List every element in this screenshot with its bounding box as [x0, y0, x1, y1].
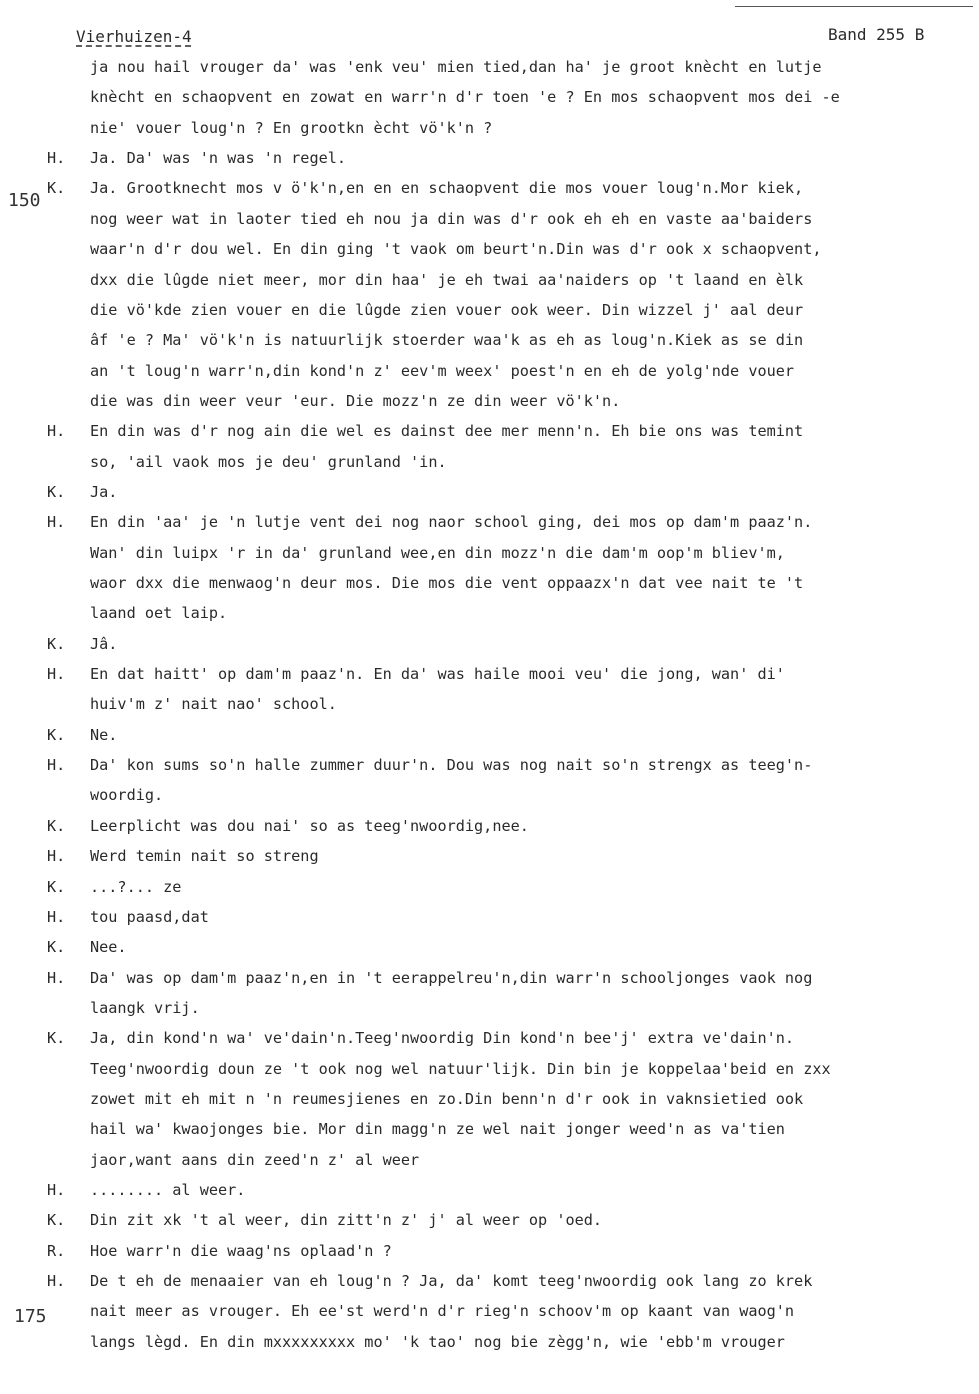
line-text: âf 'e ? Ma' vö'k'n is natuurlijk stoerder waa'k as eh as loug'n.Kiek as se din: [90, 331, 804, 350]
transcript-line: [0, 361, 979, 383]
speaker-label: K.: [47, 1211, 66, 1230]
line-text: Teeg'nwoordig doun ze 't ook nog wel natuur'lijk. Din bin je koppelaa'beid en zxx: [90, 1059, 831, 1078]
line-text: laand oet laip.: [90, 604, 228, 623]
speaker-label: K.: [47, 725, 66, 744]
speaker-label: H.: [47, 1272, 66, 1290]
header-band: Band 255 B: [828, 25, 925, 44]
line-text: waor dxx die menwaog'n deur mos. Die mos die vent oppaazx'n dat vee nait te 't: [90, 574, 804, 592]
transcript-line: [0, 1028, 979, 1050]
line-text: Da' kon sums so'n halle zummer duur'n. Dou was nog nait so'n strengx as teeg'n-: [90, 756, 813, 775]
line-text: zowet mit eh mit n 'n reumesjienes en zo.Din benn'n d'r ook in vaknsietied ook: [90, 1089, 804, 1108]
transcript-line: [0, 725, 979, 747]
speaker-label: H.: [47, 513, 66, 532]
transcript-line: [0, 87, 979, 109]
transcript-line: [0, 178, 979, 200]
speaker-label: K.: [47, 877, 66, 896]
line-text: Ne.: [90, 725, 118, 744]
transcript-line: [0, 1301, 979, 1323]
line-text: Ja.: [90, 482, 118, 501]
line-text: woordig.: [90, 786, 164, 805]
transcript-line: [0, 1119, 979, 1141]
transcript-line: [0, 877, 979, 899]
line-text: die vö'kde zien vouer en die lûgde zien vouer ook weer. Din wizzel j' aal deur: [90, 300, 804, 319]
transcript-line: [0, 57, 979, 79]
transcript-line: [0, 1210, 979, 1232]
line-text: Ja, din kond'n wa' ve'dain'n.Teeg'nwoordig Din kond'n bee'j' extra ve'dain'n.: [90, 1029, 795, 1048]
speaker-label: K.: [47, 179, 66, 198]
transcript-line: [0, 664, 979, 686]
transcript-line: [0, 846, 979, 868]
transcript-line: [0, 118, 979, 140]
transcript-line: [0, 968, 979, 990]
transcript-line: [0, 239, 979, 261]
speaker-label: H.: [47, 968, 66, 987]
transcript-line: [0, 1150, 979, 1172]
line-text: Ja. Da' was 'n was 'n regel.: [90, 149, 347, 168]
line-text: En din was d'r nog ain die wel es dainst dee mer menn'n. Eh bie ons was temint: [90, 422, 804, 441]
margin-line-number: 175: [14, 1306, 47, 1327]
line-text: hail wa' kwaojonges bie. Mor din magg'n ze wel nait jonger weed'n as va'tien: [90, 1120, 785, 1139]
transcript-line: [0, 816, 979, 838]
line-text: langs lègd. En din mxxxxxxxxx mo' 'k tao' nog bie zègg'n, wie 'ebb'm vrouger: [90, 1332, 785, 1351]
transcript-line: [0, 1180, 979, 1202]
transcript-line: [0, 209, 979, 231]
top-rule: [735, 6, 973, 7]
transcript-line: [0, 421, 979, 443]
transcript-line: [0, 330, 979, 352]
transcript-line: [0, 1059, 979, 1081]
line-text: ...?... ze: [90, 877, 182, 896]
transcript-line: [0, 452, 979, 474]
transcript-line: [0, 300, 979, 322]
speaker-label: H.: [47, 422, 66, 441]
line-text: Nee.: [90, 938, 127, 957]
transcript-line: [0, 1271, 979, 1293]
line-text: Leerplicht was dou nai' so as teeg'nwoordig,nee.: [90, 816, 529, 835]
speaker-label: H.: [47, 149, 66, 168]
speaker-label: H.: [47, 1181, 66, 1199]
line-text: die was din weer veur 'eur. Die mozz'n ze din weer vö'k'n.: [90, 391, 621, 410]
line-text: jaor,want aans din zeed'n z' al weer: [90, 1150, 420, 1169]
transcript-line: [0, 148, 979, 170]
speaker-label: K.: [47, 1029, 66, 1048]
line-text: huiv'm z' nait nao' school.: [90, 695, 337, 714]
line-text: knècht en schaopvent en zowat en warr'n d'r toen 'e ? En mos schaopvent mos dei -e: [90, 88, 840, 107]
speaker-label: H.: [47, 847, 66, 866]
transcript-line: [0, 391, 979, 413]
transcript-line: [0, 512, 979, 534]
speaker-label: K.: [47, 634, 66, 653]
line-text: ........ al weer.: [90, 1181, 246, 1199]
line-text: Da' was op dam'm paaz'n,en in 't eerappelreu'n,din warr'n schooljonges vaok nog: [90, 968, 813, 987]
line-text: dxx die lûgde niet meer, mor din haa' je eh twai aa'naiders op 't laand en èlk: [90, 270, 804, 289]
line-text: En dat haitt' op dam'm paaz'n. En da' was haile mooi veu' die jong, wan' di': [90, 665, 785, 683]
transcript-line: [0, 694, 979, 716]
transcript-line: [0, 785, 979, 807]
transcript-line: [0, 573, 979, 595]
transcript-line: [0, 1241, 979, 1263]
transcript-line: [0, 1332, 979, 1354]
line-text: Jâ.: [90, 634, 118, 653]
line-text: tou paasd,dat: [90, 907, 209, 926]
transcript-line: [0, 543, 979, 565]
line-text: laangk vrij.: [90, 998, 200, 1017]
line-text: so, 'ail vaok mos je deu' grunland 'in.: [90, 452, 447, 471]
line-text: ja nou hail vrouger da' was 'enk veu' mien tied,dan ha' je groot knècht en lutje: [90, 58, 822, 76]
line-text: Ja. Grootknecht mos v ö'k'n,en en en schaopvent die mos vouer loug'n.Mor kiek,: [90, 179, 804, 198]
line-text: nie' vouer loug'n ? En grootkn ècht vö'k'n ?: [90, 118, 493, 137]
line-text: nait meer as vrouger. Eh ee'st werd'n d'r rieg'n schoov'm op kaant van waog'n: [90, 1302, 795, 1321]
speaker-label: H.: [47, 665, 66, 683]
transcript-line: [0, 1089, 979, 1111]
line-text: an 't loug'n warr'n,din kond'n z' eev'm weex' poest'n en eh de yolg'nde vouer: [90, 361, 795, 380]
line-text: Hoe warr'n die waag'ns oplaad'n ?: [90, 1241, 392, 1260]
speaker-label: K.: [47, 938, 66, 957]
transcript-line: [0, 755, 979, 777]
transcript-line: [0, 907, 979, 929]
speaker-label: H.: [47, 756, 66, 775]
transcript-line: [0, 603, 979, 625]
speaker-label: K.: [47, 482, 66, 501]
transcript-line: [0, 998, 979, 1020]
speaker-label: H.: [47, 907, 66, 926]
transcript-line: [0, 270, 979, 292]
line-text: Din zit xk 't al weer, din zitt'n z' j' al weer op 'oed.: [90, 1211, 603, 1230]
line-text: nog weer wat in laoter tied eh nou ja din was d'r ook eh eh en vaste aa'baiders: [90, 209, 813, 228]
transcript-line: [0, 482, 979, 504]
margin-line-number: 150: [8, 190, 41, 211]
line-text: Wan' din luipx 'r in da' grunland wee,en din mozz'n die dam'm oop'm bliev'm,: [90, 543, 785, 562]
transcript-line: [0, 937, 979, 959]
header-location: Vierhuizen-4: [76, 27, 192, 46]
speaker-label: R.: [47, 1241, 66, 1260]
speaker-label: K.: [47, 816, 66, 835]
transcript-line: [0, 634, 979, 656]
line-text: Werd temin nait so streng: [90, 847, 319, 866]
line-text: De t eh de menaaier van eh loug'n ? Ja, da' komt teeg'nwoordig ook lang zo krek: [90, 1272, 813, 1290]
line-text: En din 'aa' je 'n lutje vent dei nog naor school ging, dei mos op dam'm paaz'n.: [90, 513, 813, 532]
line-text: waar'n d'r dou wel. En din ging 't vaok om beurt'n.Din was d'r ook x schaopvent,: [90, 240, 822, 259]
